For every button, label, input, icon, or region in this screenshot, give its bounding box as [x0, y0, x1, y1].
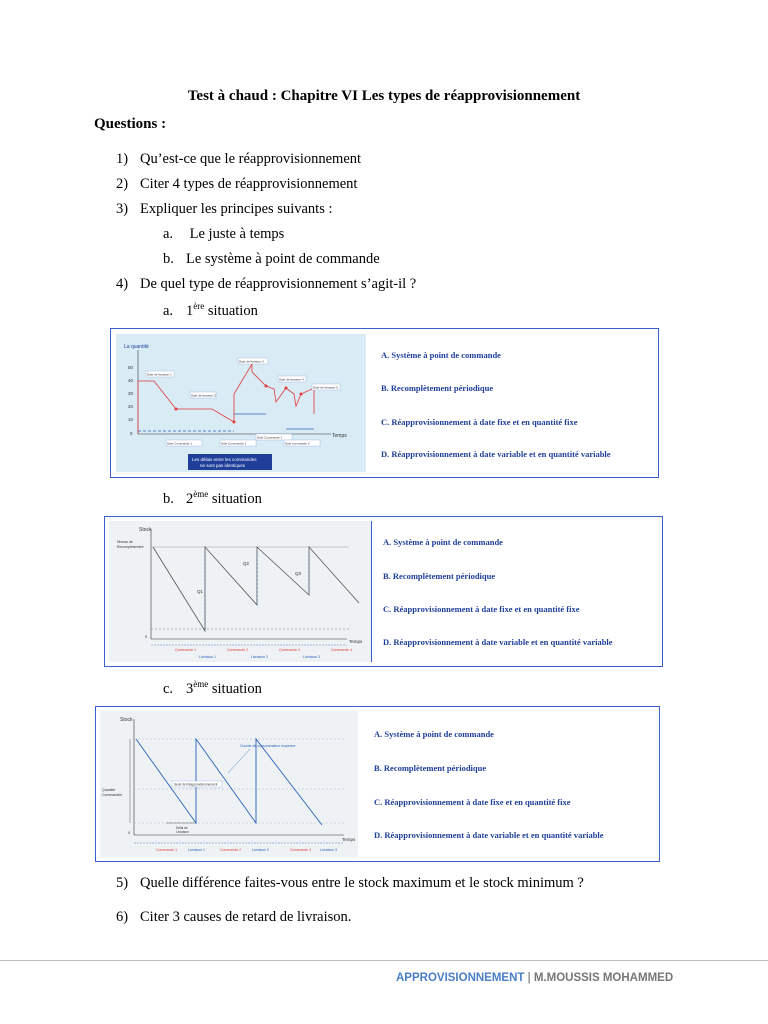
- chart-1-svg: [116, 334, 366, 472]
- option-b[interactable]: B. Recomplètement périodique: [374, 763, 487, 773]
- chart-2-delivery-label: Livraison 2: [251, 655, 268, 659]
- principle-b: b. Le système à point de commande: [163, 251, 380, 267]
- chart-1-point: [175, 408, 178, 411]
- chart-3: [100, 711, 358, 857]
- chart-2-stock-line: [153, 547, 359, 631]
- chart-3-qty-label: Quantité: [102, 788, 116, 792]
- chart-3-ylabel: Stock: [120, 717, 133, 723]
- chart-1-ytick: 50: [128, 365, 134, 370]
- chart-3-qty-label: Commandée: [102, 793, 123, 797]
- option-b[interactable]: B. Recomplètement périodique: [381, 383, 494, 393]
- question-3: 3) Expliquer les principes suivants :: [116, 201, 333, 217]
- chart-1-delivery-label: Date de livraison 5: [313, 385, 338, 390]
- situation-2-panel: [104, 516, 663, 667]
- chart-2-ylabel: Stock: [139, 527, 152, 533]
- chart-1-note-line: ne sont pas identiques: [200, 463, 246, 468]
- chart-2-q-label: Q1: [197, 589, 204, 594]
- footer-author: M.MOUSSIS MOHAMMED: [533, 972, 674, 984]
- option-a[interactable]: A. Système à point de commande: [381, 350, 501, 360]
- chart-2-svg: [109, 521, 371, 662]
- chart-2-order-label: Commande 1: [175, 648, 197, 652]
- chart-1-order-label: Date Commande 1: [167, 441, 193, 446]
- questions-heading: Questions :: [94, 116, 167, 132]
- chart-2-level-label: Niveau de: [117, 540, 133, 544]
- chart-3-stock-line: [136, 739, 322, 825]
- chart-2-divider: [371, 521, 372, 662]
- chart-2-zero: 0: [145, 634, 148, 639]
- footer-brand: APPROVISIONNEMENT: [396, 972, 525, 984]
- chart-2: [109, 521, 371, 662]
- chart-1-note-line: Les délais entre les commandes: [192, 457, 257, 462]
- chart-3-curve-pointer: [228, 749, 250, 773]
- chart-1-ytick: 20: [128, 404, 134, 409]
- chart-2-q-label: Q3: [295, 571, 302, 576]
- chart-1-point: [233, 421, 236, 424]
- chart-1-point: [265, 385, 268, 388]
- chart-3-threshold-label: Seuil de Réapprovisionnement: [174, 782, 218, 787]
- chart-3-delivery-label: Livraison 3: [320, 848, 337, 852]
- option-b[interactable]: B. Recomplètement périodique: [383, 571, 496, 581]
- option-d[interactable]: D. Réapprovisionnement à date variable et en quantité variable: [381, 449, 611, 459]
- chart-1: [116, 334, 366, 472]
- chart-3-svg: [100, 711, 358, 857]
- chart-1-delivery-label: Date de livraison 4: [279, 377, 304, 382]
- chart-2-order-label: Commande 3: [279, 648, 301, 652]
- chart-1-order-label: Date commande 3: [285, 441, 310, 446]
- chart-3-zero: 0: [128, 830, 131, 835]
- question-5: 5) Quelle différence faites-vous entre le stock maximum et le stock minimum ?: [116, 875, 584, 891]
- chart-2-delivery-label: Livraison 3: [303, 655, 320, 659]
- chart-3-order-label: Commande 2: [220, 848, 242, 852]
- situation-1-panel: [110, 328, 659, 478]
- page-title: Test à chaud : Chapitre VI Les types de réapprovisionnement: [187, 88, 581, 104]
- situation-c-label: c. 3ème situation: [163, 679, 262, 697]
- chart-1-delivery-label: Date de livraison 3: [239, 359, 264, 364]
- situation-b-label: b. 2ème situation: [163, 489, 262, 507]
- chart-3-delivery-label: Livraison 1: [188, 848, 205, 852]
- chart-2-xlabel: Temps: [349, 639, 363, 644]
- chart-1-ytick: 40: [128, 378, 134, 383]
- footer-separator: |: [527, 972, 531, 984]
- chart-1-order-label: Date Commande 1: [257, 435, 283, 440]
- chart-2-delivery-label: Livraison 1: [199, 655, 216, 659]
- option-a[interactable]: A. Système à point de commande: [383, 537, 503, 547]
- footer: [396, 972, 673, 984]
- chart-1-order-label: Date Commande 1: [221, 441, 247, 446]
- question-1: 1) Qu’est-ce que le réapprovisionnement: [116, 151, 362, 167]
- chart-2-q-label: Q2: [243, 561, 250, 566]
- chart-3-lead-label: Délai de: [176, 826, 188, 830]
- option-a[interactable]: A. Système à point de commande: [374, 729, 494, 739]
- question-6: 6) Citer 3 causes de retard de livraison.: [116, 909, 352, 925]
- chart-3-order-label: Commande 3: [290, 848, 312, 852]
- footer-divider: [0, 960, 768, 961]
- option-c[interactable]: C. Réapprovisionnement à date fixe et en quantité fixe: [374, 797, 571, 807]
- chart-2-order-label: Commande 2: [227, 648, 249, 652]
- chart-1-delivery-label: Date de livraison 2: [191, 393, 216, 398]
- chart-1-ytick: 0: [130, 431, 133, 436]
- chart-1-point: [285, 387, 288, 390]
- chart-2-order-label: Commande 4: [331, 648, 353, 652]
- option-d[interactable]: D. Réapprovisionnement à date variable et en quantité variable: [383, 637, 613, 647]
- chart-3-curve-label: Courbe de consommation moyenne: [240, 744, 296, 748]
- chart-2-level-label: Recomplètement: [117, 545, 144, 549]
- chart-1-point: [300, 393, 303, 396]
- option-d[interactable]: D. Réapprovisionnement à date variable et en quantité variable: [374, 830, 604, 840]
- question-2: 2) Citer 4 types de réapprovisionnement: [116, 176, 358, 192]
- chart-1-ytick: 30: [128, 391, 134, 396]
- chart-1-delivery-label: Date de livraison 1: [147, 372, 172, 377]
- option-c[interactable]: C. Réapprovisionnement à date fixe et en quantité fixe: [383, 604, 580, 614]
- chart-1-ylabel: La quantité: [124, 344, 149, 350]
- chart-3-lead-label: Livraison: [176, 830, 189, 834]
- situation-3-panel: [95, 706, 660, 862]
- question-4: 4) De quel type de réapprovisionnement s’agit-il ?: [116, 276, 417, 292]
- option-c[interactable]: C. Réapprovisionnement à date fixe et en quantité fixe: [381, 417, 578, 427]
- chart-3-xlabel: Temps: [342, 837, 356, 842]
- principle-a: a. Le juste à temps: [163, 226, 285, 242]
- chart-1-xlabel: Temps: [332, 433, 347, 439]
- chart-1-ytick: 10: [128, 417, 134, 422]
- chart-3-delivery-label: Livraison 2: [252, 848, 269, 852]
- chart-3-order-label: Commande 1: [156, 848, 178, 852]
- situation-a-label: a. 1ère situation: [163, 301, 258, 319]
